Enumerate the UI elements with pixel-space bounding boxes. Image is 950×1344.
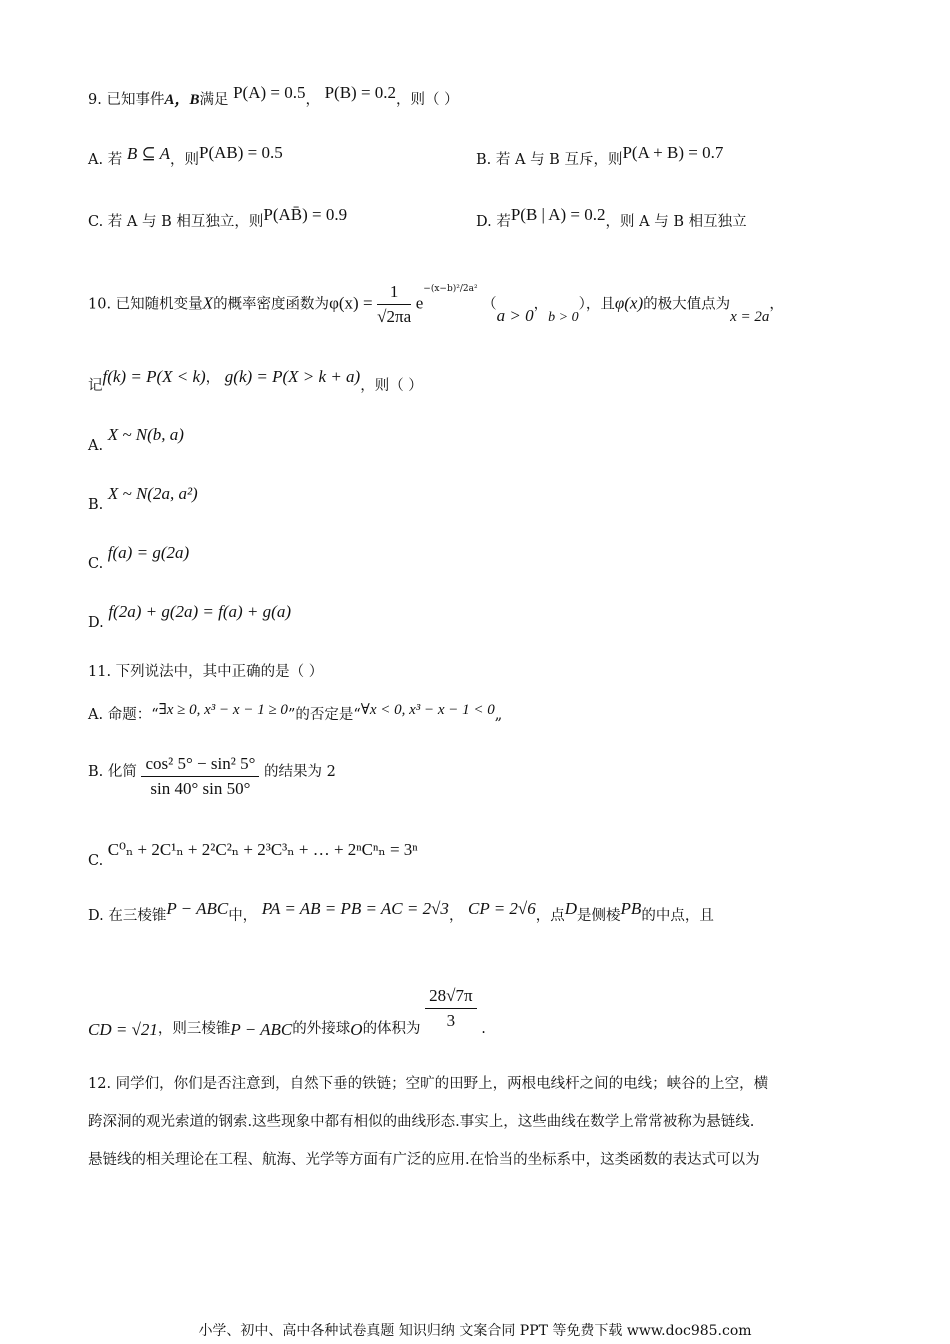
q10-phi2: φ(x)	[614, 293, 644, 313]
q11-b-num: cos² 5° − sin² 5°	[141, 754, 259, 777]
q9-a-cond: B ⊆ A	[126, 144, 171, 163]
q9-stem-events: A，B	[164, 92, 200, 108]
q10-open-paren: （	[482, 296, 497, 313]
q10-max-point: x = 2a	[730, 308, 770, 325]
q11-b-tail: 的结果为 2	[263, 764, 336, 780]
q11-a-end: „	[494, 707, 503, 723]
q9-d-text: ，则 A 与 B 相互独立	[605, 214, 747, 230]
q12-line1	[88, 1072, 768, 1093]
q11-d-t4: 是侧棱	[577, 908, 621, 924]
q11-option-a	[88, 703, 502, 724]
q10-gk: g(k) = P(X > k + a)	[224, 367, 361, 386]
q10-c-expr: f(a) = g(2a)	[107, 543, 190, 562]
q10-option-a	[88, 425, 184, 454]
q9-option-d	[476, 205, 747, 231]
q9-c-res: P(AB̄) = 0.9	[263, 205, 348, 224]
q11-a-mid: ”的否定是“	[287, 707, 361, 723]
q11-a-label: A. 命题：“	[88, 707, 159, 723]
q12-line3	[88, 1148, 760, 1169]
q11-stem-text: 11. 下列说法中，其中正确的是（ ）	[88, 664, 324, 680]
q9-pa: P(A) = 0.5	[233, 83, 306, 102]
q11-d2-fraction	[425, 986, 476, 1031]
footer-text: 小学、初中、高中各种试卷真题 知识归纳 文案合同 PPT 等免费下载 www.doc985.com	[198, 1323, 752, 1339]
q11-a-expr1: ∃x ≥ 0, x³ − x − 1 ≥ 0	[158, 702, 288, 718]
q10-exp-base: e	[415, 293, 424, 313]
q9-stem-mid: 满足	[199, 92, 229, 108]
q9-d-label: D. 若	[476, 214, 511, 230]
q10-b-expr: X ~ N(2a, a²)	[107, 484, 198, 503]
q11-d-eq1: PA = AB = PB = AC = 2√3	[261, 899, 449, 918]
q9-d-cond: P(B | A) = 0.2	[510, 205, 606, 224]
q9-stem-prefix: 9. 已知事件	[88, 92, 165, 108]
q10-stem-mid: 的概率密度函数为	[213, 296, 330, 313]
q9-stem-tail: ，则（ ）	[396, 92, 459, 108]
q11-d-solid: P − ABC	[166, 899, 229, 918]
q11-d2-o: O	[350, 1019, 363, 1039]
q10-frac-den: √2πa	[377, 307, 412, 326]
page-footer	[0, 1320, 950, 1340]
q11-d2-t1: ，则三棱锥	[157, 1020, 231, 1037]
q10-definitions: 记f(k) = P(X < k)， g(k) = P(X > k + a)，则（ ）	[88, 367, 423, 394]
q10-cond-a: a > 0	[496, 305, 534, 325]
q11-b-fraction	[141, 754, 259, 799]
q10-stem-end: ，	[769, 296, 784, 313]
q10-b-label: B.	[88, 497, 104, 513]
q10-a-label: A.	[88, 438, 104, 454]
q11-d-eq2: CP = 2√6	[468, 899, 536, 918]
q11-stem	[88, 660, 323, 681]
q10-comma: ，	[533, 296, 549, 313]
q11-c-label: C.	[88, 853, 104, 869]
q11-d-t2: ，	[448, 908, 464, 924]
q11-b-den: sin 40° sin 50°	[150, 779, 251, 798]
q10-d-expr: f(2a) + g(2a) = f(a) + g(a)	[108, 602, 291, 621]
q9-c-text: A 与 B 相互独立，则	[126, 214, 264, 230]
q9-pb: P(B) = 0.2	[324, 83, 397, 102]
q10-density-fraction	[377, 282, 411, 327]
q11-d-t3: ，点	[535, 908, 565, 924]
q10-var: X	[202, 293, 214, 313]
q11-option-b	[88, 754, 336, 799]
q11-d-t1: 中，	[228, 908, 258, 924]
q10-fk: f(k) = P(X < k)	[102, 367, 206, 386]
q10-a-expr: X ~ N(b, a)	[107, 425, 184, 444]
q9-b-label: B. 若	[476, 152, 511, 168]
q9-c-label: C. 若	[88, 214, 123, 230]
q10-option-c	[88, 543, 190, 572]
q10-d-label: D.	[88, 615, 104, 631]
q9-a-res: P(AB) = 0.5	[199, 143, 283, 162]
q9-stem	[88, 83, 459, 109]
q11-a-expr2: ∀x < 0, x³ − x − 1 < 0	[360, 702, 495, 718]
q11-c-expr: C⁰ₙ + 2C¹ₙ + 2²C²ₙ + 2³C³ₙ + … + 2ⁿCⁿₙ = 3ⁿ	[107, 840, 418, 859]
q10-exp-power: −(x−b)²/2a²	[423, 283, 478, 294]
q9-option-b	[476, 143, 724, 169]
q11-d-t5: 的中点，且	[641, 908, 714, 924]
q10-option-b	[88, 484, 198, 513]
q11-d-edge: PB	[620, 899, 642, 918]
q12-line1-text: 12. 同学们，你们是否注意到，自然下垂的铁链；空旷的田野上，两根电线杆之间的电线；峡谷的上空，横	[88, 1076, 769, 1092]
q11-d2-eq: CD = √21	[88, 1019, 158, 1039]
q10-c-label: C.	[88, 556, 104, 572]
q9-b-res: P(A + B) = 0.7	[622, 143, 724, 162]
q12-line2	[88, 1110, 754, 1131]
q9-sep: ，	[305, 92, 320, 108]
q9-option-a	[88, 143, 283, 169]
q11-option-d-line1	[88, 899, 714, 925]
q10-stem-mid2: ），且	[578, 296, 615, 313]
q9-b-text: A 与 B 互斥，则	[514, 152, 623, 168]
q10-line2-tail: ，则（ ）	[360, 378, 423, 394]
q11-option-c	[88, 840, 418, 869]
q12-line3-text: 悬链线的相关理论在工程、航海、光学等方面有广泛的应用.在恰当的坐标系中，这类函数的表达式可以为	[88, 1152, 760, 1168]
q10-stem-prefix: 10. 已知随机变量	[88, 296, 203, 313]
q10-phi: φ(x) =	[329, 293, 373, 313]
q10-stem	[88, 282, 784, 327]
q11-d2-end: .	[481, 1020, 486, 1037]
q11-d-label: D. 在三棱锥	[88, 908, 167, 924]
q10-cond-b: b > 0	[548, 309, 579, 325]
q11-b-label: B. 化简	[88, 764, 137, 780]
q11-d2-num: 28√7π	[425, 986, 476, 1009]
q9-a-mid: ，则	[170, 152, 200, 168]
q11-d-point: D	[564, 899, 578, 918]
q11-d2-den: 3	[446, 1011, 456, 1030]
q10-line2-prefix: 记	[88, 378, 103, 394]
q9-a-label: A. 若	[88, 152, 123, 168]
q10-stem-mid3: 的极大值点为	[643, 296, 731, 313]
q11-option-d-line2	[88, 986, 486, 1039]
q10-option-d	[88, 602, 291, 631]
q11-d2-solid: P − ABC	[230, 1019, 293, 1039]
q11-d2-t2: 的外接球	[292, 1020, 351, 1037]
q12-line2-text: 跨深洞的观光索道的钢索.这些现象中都有相似的曲线形态.事实上，这些曲线在数学上常常被称为悬链线.	[88, 1114, 755, 1130]
q10-frac-num: 1	[377, 282, 411, 305]
q11-d2-t3: 的体积为	[362, 1020, 421, 1037]
q9-option-c	[88, 205, 348, 231]
